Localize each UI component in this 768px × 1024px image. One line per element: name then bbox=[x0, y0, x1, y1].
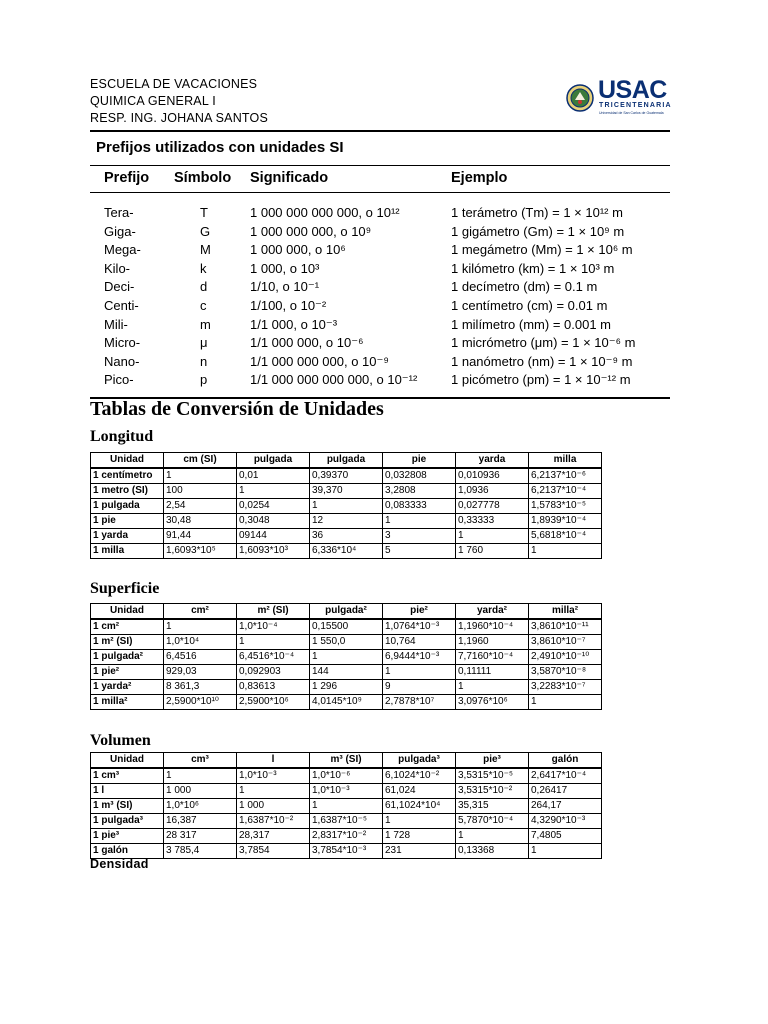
table-cell: 3,5315*10⁻⁵ bbox=[456, 768, 529, 784]
table-cell: 61,024 bbox=[383, 784, 456, 799]
symbol-cell: c bbox=[200, 297, 207, 313]
table-cell: 6,4516*10⁻⁴ bbox=[237, 650, 310, 665]
table-cell: 1 bbox=[164, 768, 237, 784]
symbol-cell: μ bbox=[200, 335, 208, 351]
table-row bbox=[91, 544, 602, 559]
symbol-cell: G bbox=[200, 223, 211, 239]
table-cell: 1,8939*10⁻⁴ bbox=[529, 514, 602, 529]
table-cell: 1 bbox=[310, 499, 383, 514]
table-cell: 6,9444*10⁻³ bbox=[383, 650, 456, 665]
table-cell: 5,7870*10⁻⁴ bbox=[456, 814, 529, 829]
example-cell: 1 milímetro (mm) = 0.001 m bbox=[451, 316, 612, 332]
table-cell: 1 bbox=[456, 680, 529, 695]
table-cell: 0,027778 bbox=[456, 499, 529, 514]
table-row bbox=[91, 665, 602, 680]
table-cell: 1 bbox=[456, 829, 529, 844]
symbol-cell: d bbox=[200, 279, 208, 295]
prefix-row bbox=[90, 335, 670, 354]
prefix-cell: Kilo- bbox=[104, 260, 131, 276]
table-cell: 6,4516 bbox=[164, 650, 237, 665]
table-row bbox=[91, 768, 602, 784]
prefix-cell: Mili- bbox=[104, 316, 128, 332]
row-label: 1 pulgada³ bbox=[91, 814, 164, 829]
column-header: milla bbox=[529, 453, 602, 469]
prefix-cell: Deci- bbox=[104, 279, 135, 295]
table-cell: 4,0145*10⁹ bbox=[310, 695, 383, 710]
si-prefix-table bbox=[90, 130, 670, 399]
table-cell: 1 000 bbox=[237, 799, 310, 814]
table-cell: 1 550,0 bbox=[310, 635, 383, 650]
prefix-cell: Micro- bbox=[104, 335, 141, 351]
prefix-cell: Giga- bbox=[104, 223, 136, 239]
example-cell: 1 centímetro (cm) = 0.01 m bbox=[451, 297, 608, 313]
row-label: 1 milla bbox=[91, 544, 164, 559]
table-cell: 0,83613 bbox=[237, 680, 310, 695]
table-cell: 3,7854 bbox=[237, 844, 310, 859]
table-cell: 61,1024*10⁴ bbox=[383, 799, 456, 814]
table-cell: 1 760 bbox=[456, 544, 529, 559]
table-cell: 16,387 bbox=[164, 814, 237, 829]
table-cell: 2,54 bbox=[164, 499, 237, 514]
table-cell: 5 bbox=[383, 544, 456, 559]
table-row bbox=[91, 499, 602, 514]
meaning-cell: 1/100, o 10⁻² bbox=[250, 297, 327, 313]
table-cell: 1 bbox=[310, 650, 383, 665]
course-name: QUIMICA GENERAL I bbox=[90, 94, 216, 108]
table-cell: 1 bbox=[456, 529, 529, 544]
table-cell: 36 bbox=[310, 529, 383, 544]
column-header: m³ (SI) bbox=[310, 753, 383, 769]
densidad-label: Densidad bbox=[90, 857, 149, 871]
table-cell: 12 bbox=[310, 514, 383, 529]
prefix-cell: Nano- bbox=[104, 353, 140, 369]
table-cell: 0,092903 bbox=[237, 665, 310, 680]
table-cell: 9 bbox=[383, 680, 456, 695]
table-cell: 1 728 bbox=[383, 829, 456, 844]
table-row bbox=[91, 814, 602, 829]
prefix-row bbox=[90, 224, 670, 243]
longitud-table bbox=[90, 452, 602, 559]
table-row bbox=[91, 635, 602, 650]
symbol-cell: p bbox=[200, 372, 208, 388]
table-cell: 1,1960*10⁻⁴ bbox=[456, 619, 529, 635]
prefix-row bbox=[90, 317, 670, 336]
table-cell: 09144 bbox=[237, 529, 310, 544]
example-cell: 1 nanómetro (nm) = 1 × 10⁻⁹ m bbox=[451, 353, 633, 369]
table-row bbox=[91, 650, 602, 665]
section-title-volumen: Volumen bbox=[90, 732, 151, 749]
table-cell: 0,26417 bbox=[529, 784, 602, 799]
school-name: ESCUELA DE VACACIONES bbox=[90, 77, 258, 91]
table-cell: 3,8610*10⁻¹¹ bbox=[529, 619, 602, 635]
column-header: milla² bbox=[529, 604, 602, 620]
row-label: 1 pie bbox=[91, 514, 164, 529]
table-cell: 0,010936 bbox=[456, 468, 529, 484]
column-header: l bbox=[237, 753, 310, 769]
table-cell: 2,4910*10⁻¹⁰ bbox=[529, 650, 602, 665]
table-row bbox=[91, 829, 602, 844]
example-cell: 1 micrómetro (μm) = 1 × 10⁻⁶ m bbox=[451, 335, 636, 351]
table-cell: 2,5900*10¹⁰ bbox=[164, 695, 237, 710]
table-cell: 1 bbox=[164, 468, 237, 484]
meaning-cell: 1/1 000 000 000 000, o 10⁻¹² bbox=[250, 372, 418, 388]
column-header: cm (SI) bbox=[164, 453, 237, 469]
table-cell: 264,17 bbox=[529, 799, 602, 814]
prefix-table-title: Prefijos utilizados con unidades SI bbox=[96, 139, 344, 156]
table-cell: 28 317 bbox=[164, 829, 237, 844]
meaning-cell: 1 000, o 10³ bbox=[250, 260, 320, 276]
table-cell: 2,8317*10⁻² bbox=[310, 829, 383, 844]
example-cell: 1 terámetro (Tm) = 1 × 10¹² m bbox=[451, 205, 623, 220]
table-cell: 0,39370 bbox=[310, 468, 383, 484]
table-cell: 0,01 bbox=[237, 468, 310, 484]
meaning-cell: 1/1 000, o 10⁻³ bbox=[250, 316, 338, 332]
table-cell: 28,317 bbox=[237, 829, 310, 844]
row-label: 1 centímetro bbox=[91, 468, 164, 484]
table-cell: 0,33333 bbox=[456, 514, 529, 529]
instructor-name: RESP. ING. JOHANA SANTOS bbox=[90, 111, 268, 125]
table-cell: 1 bbox=[237, 784, 310, 799]
table-cell: 2,5900*10⁶ bbox=[237, 695, 310, 710]
meaning-cell: 1 000 000, o 10⁶ bbox=[250, 242, 346, 258]
prefix-cell: Tera- bbox=[104, 205, 134, 220]
example-cell: 1 decímetro (dm) = 0.1 m bbox=[451, 279, 598, 295]
prefix-row bbox=[90, 279, 670, 298]
table-row bbox=[91, 468, 602, 484]
table-row bbox=[91, 844, 602, 859]
symbol-cell: T bbox=[200, 205, 208, 220]
column-header: m² (SI) bbox=[237, 604, 310, 620]
table-cell: 0,15500 bbox=[310, 619, 383, 635]
prefix-row bbox=[90, 242, 670, 261]
table-cell: 3,5870*10⁻⁸ bbox=[529, 665, 602, 680]
table-row bbox=[91, 514, 602, 529]
table-cell: 1 bbox=[529, 544, 602, 559]
column-header: galón bbox=[529, 753, 602, 769]
prefix-row bbox=[90, 298, 670, 317]
table-cell: 144 bbox=[310, 665, 383, 680]
table-cell: 0,3048 bbox=[237, 514, 310, 529]
prefix-table-header bbox=[90, 166, 670, 192]
table-cell: 1 296 bbox=[310, 680, 383, 695]
row-label: 1 pie³ bbox=[91, 829, 164, 844]
table-cell: 1,1960 bbox=[456, 635, 529, 650]
prefix-row bbox=[90, 261, 670, 280]
logo-subtitle: TRICENTENARIA bbox=[599, 102, 672, 109]
logo-tagline: Universidad de San Carlos de Guatemala bbox=[599, 111, 664, 115]
table-cell: 1,0*10⁻³ bbox=[237, 768, 310, 784]
row-label: 1 cm² bbox=[91, 619, 164, 635]
column-header: pie³ bbox=[456, 753, 529, 769]
row-label: 1 metro (SI) bbox=[91, 484, 164, 499]
header-prefijo: Prefijo bbox=[104, 170, 150, 186]
table-cell: 0,11111 bbox=[456, 665, 529, 680]
table-cell: 231 bbox=[383, 844, 456, 859]
meaning-cell: 1/1 000 000 000, o 10⁻⁹ bbox=[250, 353, 389, 369]
row-label: 1 m² (SI) bbox=[91, 635, 164, 650]
table-cell: 1 bbox=[383, 665, 456, 680]
meaning-cell: 1/1 000 000, o 10⁻⁶ bbox=[250, 335, 364, 351]
table-cell: 1,6093*10⁵ bbox=[164, 544, 237, 559]
row-label: 1 galón bbox=[91, 844, 164, 859]
table-cell: 1,6093*10³ bbox=[237, 544, 310, 559]
prefix-cell: Centi- bbox=[104, 297, 139, 313]
table-cell: 3,2283*10⁻⁷ bbox=[529, 680, 602, 695]
table-cell: 1 bbox=[237, 484, 310, 499]
table-cell: 4,3290*10⁻³ bbox=[529, 814, 602, 829]
column-header: Unidad bbox=[91, 453, 164, 469]
column-header: cm³ bbox=[164, 753, 237, 769]
table-cell: 7,4805 bbox=[529, 829, 602, 844]
table-cell: 3,7854*10⁻³ bbox=[310, 844, 383, 859]
symbol-cell: k bbox=[200, 260, 207, 276]
table-cell: 1,0*10⁻⁶ bbox=[310, 768, 383, 784]
table-cell: 8 361,3 bbox=[164, 680, 237, 695]
column-header: cm² bbox=[164, 604, 237, 620]
table-row bbox=[91, 484, 602, 499]
table-cell: 35,315 bbox=[456, 799, 529, 814]
example-cell: 1 picómetro (pm) = 1 × 10⁻¹² m bbox=[451, 372, 631, 388]
table-cell: 1 bbox=[310, 799, 383, 814]
row-label: 1 l bbox=[91, 784, 164, 799]
column-header: yarda² bbox=[456, 604, 529, 620]
column-header: pie² bbox=[383, 604, 456, 620]
table-header-row bbox=[91, 604, 602, 620]
table-cell: 0,0254 bbox=[237, 499, 310, 514]
logo-wordmark: USAC bbox=[598, 76, 667, 104]
table-header-row bbox=[91, 753, 602, 769]
symbol-cell: m bbox=[200, 316, 211, 332]
symbol-cell: n bbox=[200, 353, 208, 369]
table-cell: 929,03 bbox=[164, 665, 237, 680]
header-significado: Significado bbox=[250, 170, 329, 186]
row-label: 1 pulgada bbox=[91, 499, 164, 514]
table-cell: 1 bbox=[383, 814, 456, 829]
column-header: pulgada² bbox=[310, 604, 383, 620]
table-cell: 6,2137*10⁻⁴ bbox=[529, 484, 602, 499]
table-row bbox=[91, 619, 602, 635]
table-cell: 100 bbox=[164, 484, 237, 499]
table-cell: 3,0976*10⁶ bbox=[456, 695, 529, 710]
row-label: 1 m³ (SI) bbox=[91, 799, 164, 814]
prefix-row bbox=[90, 372, 670, 391]
prefix-cell: Mega- bbox=[104, 242, 141, 258]
section-title-longitud: Longitud bbox=[90, 428, 154, 445]
table-cell: 7,7160*10⁻⁴ bbox=[456, 650, 529, 665]
table-cell: 30,48 bbox=[164, 514, 237, 529]
table-cell: 6,2137*10⁻⁶ bbox=[529, 468, 602, 484]
column-header: pulgada³ bbox=[383, 753, 456, 769]
table-cell: 1,5783*10⁻⁵ bbox=[529, 499, 602, 514]
volumen-table bbox=[90, 752, 602, 859]
table-cell: 2,7878*10⁷ bbox=[383, 695, 456, 710]
table-cell: 3,5315*10⁻² bbox=[456, 784, 529, 799]
example-cell: 1 gigámetro (Gm) = 1 × 10⁹ m bbox=[451, 223, 625, 239]
table-row bbox=[91, 695, 602, 710]
prefix-table-rows bbox=[90, 193, 670, 393]
table-cell: 1,6387*10⁻² bbox=[237, 814, 310, 829]
meaning-cell: 1 000 000 000, o 10⁹ bbox=[250, 223, 372, 239]
row-label: 1 cm³ bbox=[91, 768, 164, 784]
table-cell: 1,0*10⁻³ bbox=[310, 784, 383, 799]
table-cell: 2,6417*10⁻⁴ bbox=[529, 768, 602, 784]
column-header: pulgada bbox=[310, 453, 383, 469]
table-cell: 1,0*10⁻⁴ bbox=[237, 619, 310, 635]
table-row bbox=[91, 680, 602, 695]
table-cell: 0,13368 bbox=[456, 844, 529, 859]
header-ejemplo: Ejemplo bbox=[451, 170, 508, 186]
example-cell: 1 kilómetro (km) = 1 × 10³ m bbox=[451, 260, 615, 276]
row-label: 1 yarda bbox=[91, 529, 164, 544]
table-cell: 3,8610*10⁻⁷ bbox=[529, 635, 602, 650]
table-cell: 5,6818*10⁻⁴ bbox=[529, 529, 602, 544]
table-row bbox=[91, 799, 602, 814]
superficie-table bbox=[90, 603, 602, 710]
table-cell: 1,6387*10⁻⁵ bbox=[310, 814, 383, 829]
university-seal-icon bbox=[566, 84, 594, 112]
table-cell: 1 bbox=[529, 844, 602, 859]
table-cell: 1,0*10⁴ bbox=[164, 635, 237, 650]
table-row bbox=[91, 529, 602, 544]
header-simbolo: Símbolo bbox=[174, 170, 232, 186]
table-cell: 6,336*10⁴ bbox=[310, 544, 383, 559]
table-cell: 1,0936 bbox=[456, 484, 529, 499]
table-cell: 1 000 bbox=[164, 784, 237, 799]
table-row bbox=[91, 784, 602, 799]
table-cell: 3 bbox=[383, 529, 456, 544]
column-header: pulgada bbox=[237, 453, 310, 469]
meaning-cell: 1 000 000 000 000, o 10¹² bbox=[250, 205, 400, 220]
table-cell: 6,1024*10⁻² bbox=[383, 768, 456, 784]
table-cell: 0,032808 bbox=[383, 468, 456, 484]
usac-logo bbox=[566, 76, 676, 116]
table-header-row bbox=[91, 453, 602, 469]
prefix-row bbox=[90, 205, 670, 224]
table-cell: 0,083333 bbox=[383, 499, 456, 514]
example-cell: 1 megámetro (Mm) = 1 × 10⁶ m bbox=[451, 242, 633, 258]
table-cell: 10,764 bbox=[383, 635, 456, 650]
row-label: 1 pie² bbox=[91, 665, 164, 680]
conversion-title: Tablas de Conversión de Unidades bbox=[90, 398, 384, 420]
table-cell: 1 bbox=[529, 695, 602, 710]
table-cell: 91,44 bbox=[164, 529, 237, 544]
prefix-cell: Pico- bbox=[104, 372, 134, 388]
table-cell: 3,2808 bbox=[383, 484, 456, 499]
column-header: pie bbox=[383, 453, 456, 469]
row-label: 1 yarda² bbox=[91, 680, 164, 695]
column-header: Unidad bbox=[91, 604, 164, 620]
section-title-superficie: Superficie bbox=[90, 580, 160, 597]
table-cell: 1 bbox=[237, 635, 310, 650]
document-header bbox=[90, 76, 268, 127]
table-cell: 1 bbox=[164, 619, 237, 635]
table-cell: 39,370 bbox=[310, 484, 383, 499]
table-cell: 3 785,4 bbox=[164, 844, 237, 859]
table-cell: 1 bbox=[383, 514, 456, 529]
row-label: 1 pulgada² bbox=[91, 650, 164, 665]
column-header: yarda bbox=[456, 453, 529, 469]
prefix-row bbox=[90, 354, 670, 373]
meaning-cell: 1/10, o 10⁻¹ bbox=[250, 279, 320, 295]
column-header: Unidad bbox=[91, 753, 164, 769]
row-label: 1 milla² bbox=[91, 695, 164, 710]
table-cell: 1,0*10⁶ bbox=[164, 799, 237, 814]
table-cell: 1,0764*10⁻³ bbox=[383, 619, 456, 635]
symbol-cell: M bbox=[200, 242, 211, 258]
